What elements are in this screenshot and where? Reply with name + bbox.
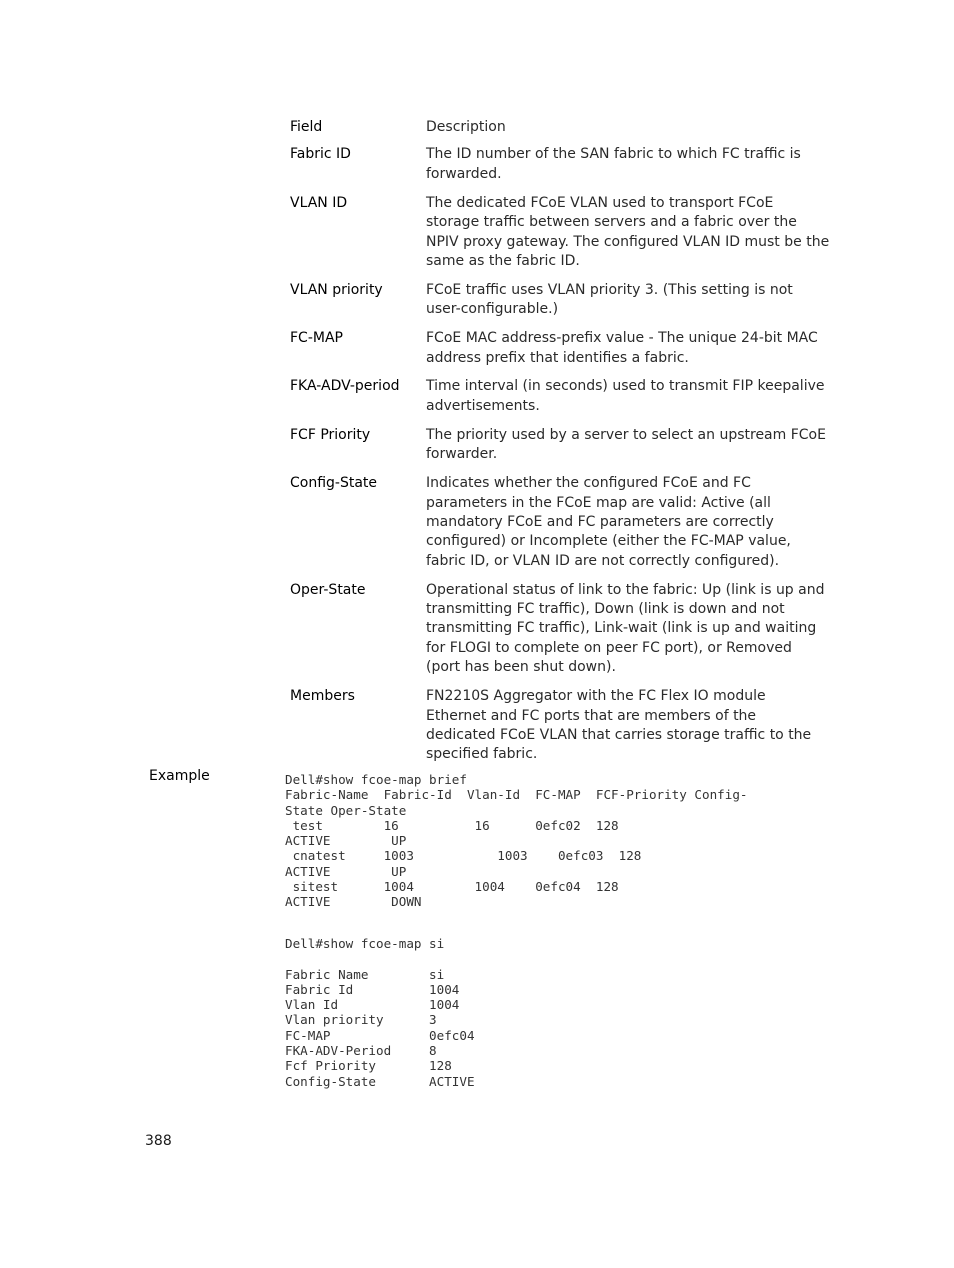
field-name: VLAN ID	[290, 194, 348, 211]
code-block-fcoe-map-brief: Dell#show fcoe-map brief Fabric-Name Fabric-Id Vlan-Id FC-MAP FCF-Priority Config- State Oper-State test 16 16 0efc02 128 ACTIVE UP cnatest 1003 1003 0efc03 128 ACTIVE UP sitest 1004 1004 0efc04 128 ACTIVE DOWN	[285, 772, 748, 910]
table-header-row	[290, 118, 830, 145]
field-name: Fabric ID	[290, 146, 351, 163]
field-name: FKA-ADV-period	[290, 378, 400, 395]
field-description: FN2210S Aggregator with the FC Flex IO module Ethernet and FC ports that are members of the dedicated FCoE VLAN that carries storage traffic to the specified fabric.	[426, 688, 812, 763]
example-label: Example	[149, 768, 210, 784]
table-row	[290, 581, 830, 688]
table-row	[290, 329, 830, 377]
table-row	[290, 377, 830, 425]
field-name: FC-MAP	[290, 330, 343, 347]
code-block-fcoe-map-si: Dell#show fcoe-map si Fabric Name si Fabric Id 1004 Vlan Id 1004 Vlan priority 3 FC-MAP 0efc04 FKA-ADV-Period 8 Fcf Priority 128 Config-State ACTIVE	[285, 936, 475, 1089]
table-row	[290, 687, 830, 774]
field-column-header: Field	[290, 119, 323, 135]
table-row	[290, 281, 830, 329]
field-description: Indicates whether the configured FCoE and FC parameters in the FCoE map are valid: Active (all mandatory FCoE and FC parameters are correctly configured) or Incomplete (either the FC-MAP value, fabric ID, or VLAN ID are not correctly configured).	[426, 475, 791, 569]
field-description: The dedicated FCoE VLAN used to transport FCoE storage traffic between servers and a fabric over the NPIV proxy gateway. The configured VLAN ID must be the same as the fabric ID.	[426, 194, 830, 269]
field-description: FCoE MAC address-prefix value - The unique 24-bit MAC address prefix that identifies a fabric.	[426, 330, 818, 366]
field-name: VLAN priority	[290, 281, 383, 298]
field-name: FCF Priority	[290, 426, 371, 443]
table-row	[290, 474, 830, 581]
page-number: 388	[145, 1133, 172, 1149]
field-description: The priority used by a server to select an upstream FCoE forwarder.	[426, 426, 826, 463]
table-row	[290, 426, 830, 474]
description-column-header: Description	[426, 119, 506, 135]
field-description: Time interval (in seconds) used to transmit FIP keepalive advertisements.	[426, 378, 825, 414]
table-row	[290, 145, 830, 193]
field-description: The ID number of the SAN fabric to which FC traffic is forwarded.	[426, 146, 801, 182]
field-name: Members	[290, 688, 355, 705]
field-description: FCoE traffic uses VLAN priority 3. (This setting is not user-configurable.)	[426, 281, 793, 318]
field-name: Oper-State	[290, 581, 366, 598]
field-description-table	[290, 118, 830, 774]
field-name: Config-State	[290, 475, 378, 492]
table-row	[290, 194, 830, 281]
field-description: Operational status of link to the fabric: Up (link is up and transmitting FC traffic), Down (link is down and not transmitting FC traffic), Link-wait (link is up and waiting for FLOGI to complete on peer FC port), or Removed (port has been shut down).	[426, 581, 825, 676]
